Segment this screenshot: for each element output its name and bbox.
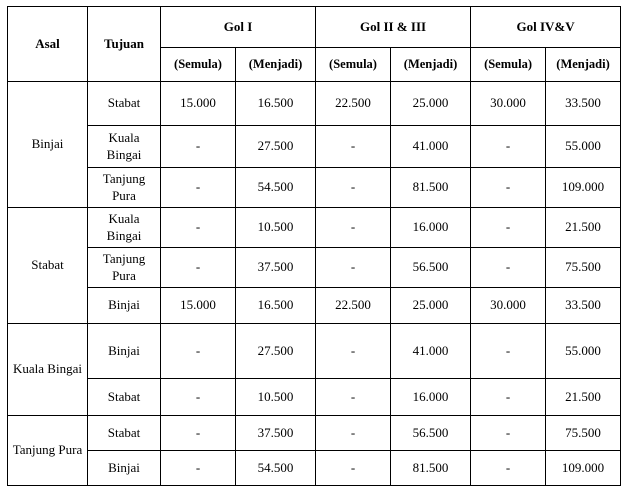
value-cell: 25.000 <box>391 288 471 324</box>
value-cell: 75.500 <box>546 416 621 451</box>
table-row <box>8 451 621 486</box>
value-cell: 16.000 <box>391 379 471 416</box>
table-row <box>8 208 621 248</box>
table-row <box>8 126 621 168</box>
value-cell: 81.500 <box>391 451 471 486</box>
value-cell: 10.500 <box>236 208 316 248</box>
header-semula: (Semula) <box>161 48 236 82</box>
value-cell: - <box>316 451 391 486</box>
value-cell: - <box>471 208 546 248</box>
destination-cell: Tanjung Pura <box>88 248 161 288</box>
value-cell: 21.500 <box>546 208 621 248</box>
value-cell: - <box>316 126 391 168</box>
value-cell: - <box>316 208 391 248</box>
value-cell: 30.000 <box>471 288 546 324</box>
header-menjadi: (Menjadi) <box>236 48 316 82</box>
value-cell: - <box>316 248 391 288</box>
value-cell: - <box>316 168 391 208</box>
value-cell: - <box>161 126 236 168</box>
value-cell: 33.500 <box>546 82 621 126</box>
origin-cell: Kuala Bingai <box>8 324 88 416</box>
value-cell: 55.000 <box>546 126 621 168</box>
origin-cell: Tanjung Pura <box>8 416 88 486</box>
value-cell: 16.500 <box>236 288 316 324</box>
origin-cell: Stabat <box>8 208 88 324</box>
destination-cell: Stabat <box>88 82 161 126</box>
destination-cell: Kuala Bingai <box>88 126 161 168</box>
header-gol-1: Gol I <box>161 7 316 48</box>
value-cell: - <box>161 324 236 379</box>
value-cell: - <box>161 208 236 248</box>
value-cell: 37.500 <box>236 416 316 451</box>
value-cell: 109.000 <box>546 168 621 208</box>
table-row <box>8 288 621 324</box>
origin-cell: Binjai <box>8 82 88 208</box>
value-cell: 22.500 <box>316 82 391 126</box>
value-cell: 22.500 <box>316 288 391 324</box>
tariff-table <box>7 6 621 486</box>
value-cell: 16.500 <box>236 82 316 126</box>
value-cell: 15.000 <box>161 288 236 324</box>
value-cell: - <box>316 379 391 416</box>
value-cell: 81.500 <box>391 168 471 208</box>
value-cell: - <box>471 248 546 288</box>
value-cell: - <box>316 416 391 451</box>
value-cell: 109.000 <box>546 451 621 486</box>
value-cell: 56.500 <box>391 248 471 288</box>
value-cell: - <box>161 168 236 208</box>
value-cell: - <box>316 324 391 379</box>
value-cell: 21.500 <box>546 379 621 416</box>
value-cell: 16.000 <box>391 208 471 248</box>
header-gol-4-5: Gol IV&V <box>471 7 621 48</box>
table-row <box>8 324 621 379</box>
value-cell: 25.000 <box>391 82 471 126</box>
value-cell: - <box>471 168 546 208</box>
table-row <box>8 168 621 208</box>
value-cell: - <box>471 324 546 379</box>
value-cell: - <box>471 126 546 168</box>
value-cell: 41.000 <box>391 324 471 379</box>
value-cell: 37.500 <box>236 248 316 288</box>
destination-cell: Stabat <box>88 416 161 451</box>
value-cell: 27.500 <box>236 324 316 379</box>
value-cell: - <box>161 379 236 416</box>
destination-cell: Binjai <box>88 451 161 486</box>
value-cell: 54.500 <box>236 168 316 208</box>
destination-cell: Kuala Bingai <box>88 208 161 248</box>
destination-cell: Stabat <box>88 379 161 416</box>
destination-cell: Binjai <box>88 324 161 379</box>
header-menjadi: (Menjadi) <box>546 48 621 82</box>
header-menjadi: (Menjadi) <box>391 48 471 82</box>
value-cell: - <box>471 379 546 416</box>
destination-cell: Binjai <box>88 288 161 324</box>
value-cell: 33.500 <box>546 288 621 324</box>
value-cell: 10.500 <box>236 379 316 416</box>
value-cell: - <box>471 451 546 486</box>
value-cell: 27.500 <box>236 126 316 168</box>
value-cell: 56.500 <box>391 416 471 451</box>
value-cell: 75.500 <box>546 248 621 288</box>
header-asal: Asal <box>8 7 88 82</box>
value-cell: - <box>471 416 546 451</box>
table-row <box>8 416 621 451</box>
value-cell: 30.000 <box>471 82 546 126</box>
table-row <box>8 82 621 126</box>
header-tujuan: Tujuan <box>88 7 161 82</box>
value-cell: 55.000 <box>546 324 621 379</box>
header-semula: (Semula) <box>471 48 546 82</box>
value-cell: - <box>161 416 236 451</box>
header-semula: (Semula) <box>316 48 391 82</box>
value-cell: - <box>161 451 236 486</box>
table-row <box>8 379 621 416</box>
destination-cell: Tanjung Pura <box>88 168 161 208</box>
header-gol-2-3: Gol II & III <box>316 7 471 48</box>
value-cell: 54.500 <box>236 451 316 486</box>
value-cell: - <box>161 248 236 288</box>
value-cell: 15.000 <box>161 82 236 126</box>
table-row <box>8 248 621 288</box>
value-cell: 41.000 <box>391 126 471 168</box>
